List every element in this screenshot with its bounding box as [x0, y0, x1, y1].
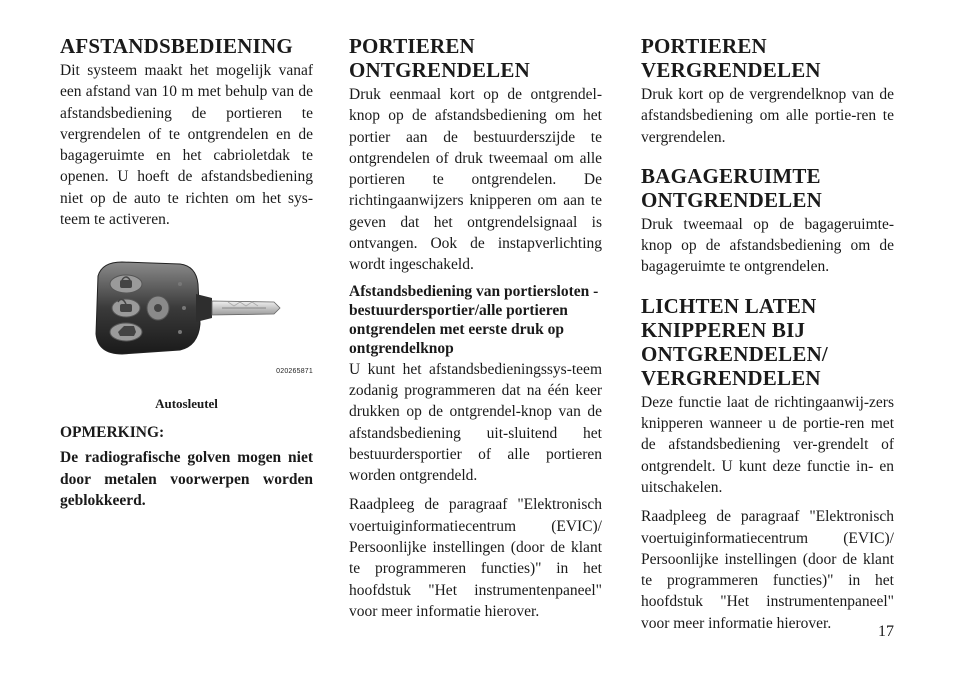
note-title: OPMERKING:	[60, 424, 165, 442]
program-paragraph: U kunt het afstandsbedieningssys-teem zodanig programmeren dat na één keer drukken op de ontgrendel-knop van de afstandsbediening uit-sluitend het bestuurdersportier of alle portieren worden ontgrendeld.	[349, 360, 602, 485]
reference-paragraph: Raadpleeg de paragraaf "Elektronisch voertuiginformatiecentrum (EVIC)/ Persoonlijke instellingen (door de klant te programmeren functies)" in het hoofdstuk "Het instrumentenpaneel" voor meer informatie hierover.	[349, 496, 602, 620]
trunk-paragraph: Druk tweemaal op de bagageruimte-knop op de afstandsbediening om de bagageruimte te ontgrendelen.	[641, 215, 894, 276]
heading-afstandsbediening: AFSTANDSBEDIENING	[60, 34, 293, 58]
heading-lichten-knipperen: LICHTEN LATEN KNIPPEREN BIJ ONTGRENDELEN/ VERGRENDELEN	[641, 293, 828, 390]
column-right	[641, 34, 894, 634]
heading-bagageruimte: BAGAGERUIMTE ONTGRENDELEN	[641, 163, 822, 212]
heading-portieren-ontgrendelen: PORTIEREN ONTGRENDELEN	[349, 34, 530, 82]
subheading-remote-door-locks: Afstandsbediening van portiersloten - bestuurdersportier/alle portieren ontgrendelen met eerste druk op ontgrendelknop	[349, 282, 599, 357]
page-number: 17	[878, 623, 894, 640]
intro-paragraph: Dit systeem maakt het mogelijk vanaf een afstand van 10 m met behulp van de afstandsbediening de portieren te vergrendelen of te ontgrendelen en de bagageruimte en het cabrioletdak te openen. U hoeft de afstandsbediening niet op de auto te richten om het sys-teem te activeren.	[60, 62, 313, 229]
heading-portieren-vergrendelen: PORTIEREN VERGRENDELEN	[641, 34, 821, 82]
flash-paragraph: Deze functie laat de richtingaanwij-zers knipperen wanneer u de portie-ren met de afstandsbediening ver-grendelt of ontgrendelt. U kunt deze functie in- en uitschakelen.	[641, 393, 894, 496]
car-key-fob-icon	[88, 254, 288, 364]
key-figure	[60, 254, 313, 404]
figure-caption: Autosleutel	[155, 396, 218, 412]
column-middle	[349, 34, 602, 622]
column-left	[60, 34, 313, 511]
unlock-paragraph: Druk eenmaal kort op de ontgrendel-knop op de afstandsbediening om het portier aan de bestuurderszijde te ontgrendelen of druk tweemaal om alle portieren te ontgrendelen. De richtingaanwijzers knipperen om aan te geven dat het ontgrendelsignaal is ontvangen. Ook de instapverlichting wordt ingeschakeld.	[349, 86, 602, 274]
lock-paragraph: Druk kort op de vergrendelknop van de afstandsbediening om alle portie-ren te vergrendelen.	[641, 86, 894, 146]
note-body: De radiografische golven mogen niet door metalen voorwerpen worden geblokkeerd.	[60, 449, 313, 509]
figure-code: 020265871	[276, 368, 313, 376]
reference-paragraph-right: Raadpleeg de paragraaf "Elektronisch voertuiginformatiecentrum (EVIC)/ Persoonlijke instellingen (door de klant te programmeren functies)" in het hoofdstuk "Het instrumentenpaneel" voor meer informatie hierover.	[641, 508, 894, 632]
